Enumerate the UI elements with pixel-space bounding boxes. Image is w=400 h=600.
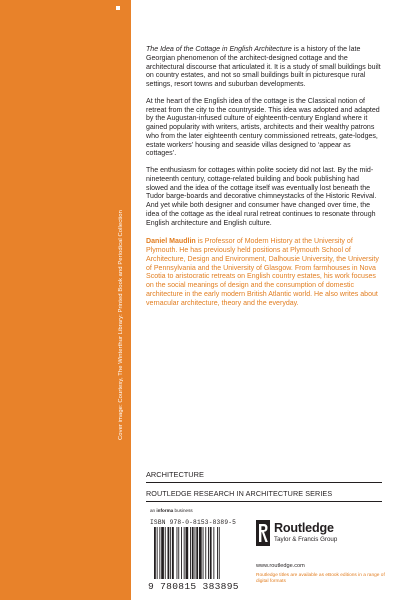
informa-tagline — [150, 508, 193, 513]
barcode-block — [146, 518, 244, 596]
blurb-paragraph-1-text: is a history of the late Georgian phenomenon of the architect-designed cottage and the architectural discourse that articulated it. It is a study of small buildings built on country estates, and not so small buildings built in picturesque rural settings, resort towns and suburban developments. — [146, 46, 381, 88]
author-name: Daniel Maudlin — [146, 238, 196, 246]
routledge-logo-icon — [256, 520, 270, 546]
publisher-group: Taylor & Francis Group — [274, 536, 338, 543]
series-name: ROUTLEDGE RESEARCH IN ARCHITECTURE SERIES — [146, 489, 333, 498]
divider-bottom — [146, 501, 382, 502]
divider-top — [146, 482, 382, 483]
informa-suffix: business — [173, 508, 193, 513]
barcode-number: 9 780815 383895 — [148, 581, 239, 592]
author-bio — [146, 238, 382, 308]
barcode-bars — [154, 527, 240, 579]
author-bio-text: is Professor of Modern History at the University of Plymouth. He has previously held positions at Plymouth School of Architecture, Design and Environment, Dalhousie University, the University of Pennsylvania and the University of Glasgow. From farmhouses in Nova Scotia to aristocratic retreats on English country estates, his work focuses on the social meanings of design and the consumption of domestic architecture in the early modern British Atlantic world. He also writes about vernacular architecture, theory and the everyday. — [146, 238, 379, 307]
informa-prefix: an — [150, 508, 157, 513]
blurb-column — [146, 46, 382, 308]
cottage-illustration — [0, 0, 131, 600]
informa-brand: informa — [156, 508, 174, 513]
ebook-note: Routledge titles are available as eBook editions in a range of digital formats — [256, 573, 385, 584]
blurb-paragraph-1 — [146, 46, 382, 90]
publisher-url[interactable]: www.routledge.com — [256, 563, 305, 569]
blurb-paragraph-3: The enthusiasm for cottages within polite society did not last. By the mid-nineteenth century, cottage-related building and book publishing had slowed and the idea of the cottage itself was eventually lost beneath the Tudor barge-boards and decorative chimneystacks of the Historic Revival. And yet while both designer and consumer have changed over time, the idea of the cottage as the ideal rural retreat continues to resonate through English architecture and English culture. — [146, 167, 377, 227]
subject-category: ARCHITECTURE — [146, 470, 204, 479]
cover-spine-panel — [0, 0, 131, 600]
blurb-paragraph-2: At the heart of the English idea of the cottage is the Classical notion of retreat from the city to the countryside. This idea was adopted and adapted by the Augustan-infused culture of eighteenth-century England where it gained popularity with writers, artists, architects and their wealthy patrons who from the later eighteenth century commissioned retreats, gate-lodges, estate workers’ housing and seaside villas designed to ‘appear as cottages’. — [146, 97, 380, 158]
publisher-name: Routledge — [274, 521, 334, 535]
book-title: The Idea of the Cottage in English Architecture — [146, 46, 292, 53]
isbn-label: ISBN 978-0-8153-8389-5 — [150, 519, 237, 526]
cover-image-credit: Cover image: Courtesy, The Winterthur Library: Printed Book and Periodical Collection — [118, 210, 124, 440]
corner-mark — [116, 6, 120, 10]
